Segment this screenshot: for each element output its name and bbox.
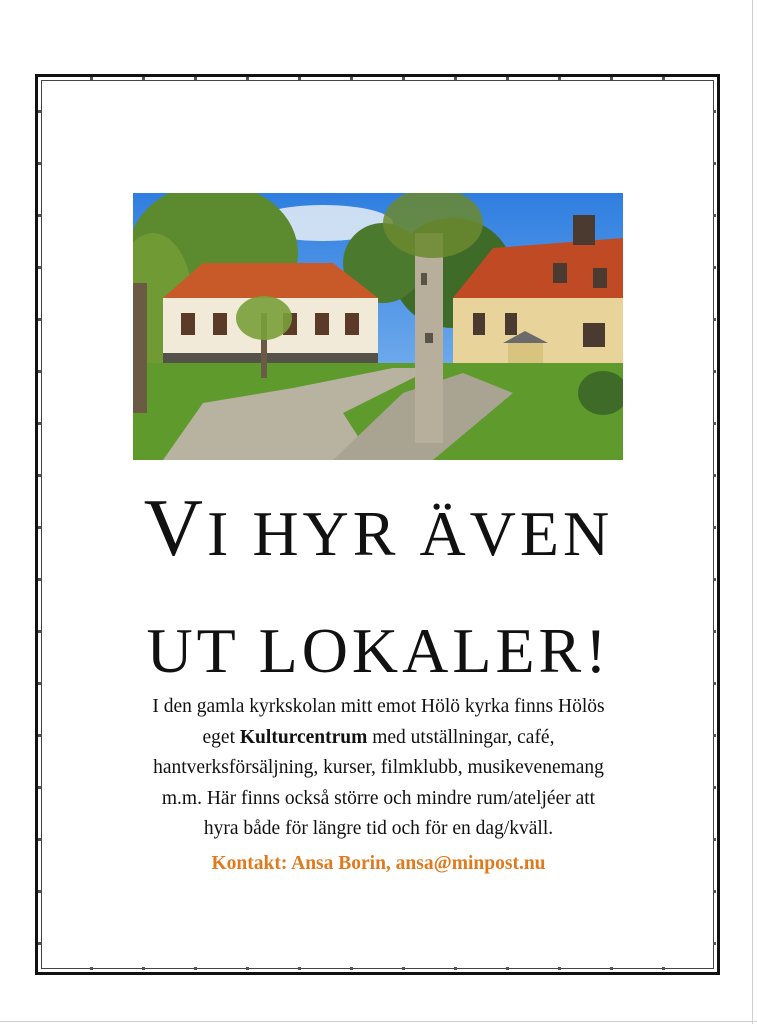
frame-tick: [194, 77, 197, 80]
frame-tick: [713, 214, 716, 217]
description-line: m.m. Här finns också större och mindre rum/ateljéer att: [161, 787, 596, 809]
description-line: hantverksförsäljning, kurser, filmklubb, musikevenemang: [153, 757, 604, 778]
frame-tick: [402, 967, 405, 970]
description: [95, 692, 662, 845]
frame-tick: [713, 162, 716, 165]
frame-tick: [402, 77, 405, 80]
frame-tick: [38, 318, 41, 321]
contact-info: Kontakt: Ansa Borin, ansa@minpost.nu: [211, 853, 546, 874]
frame-tick: [38, 162, 41, 165]
frame-tick: [713, 370, 716, 373]
description-line: med utställningar, café,: [367, 726, 555, 748]
frame-tick: [38, 890, 41, 893]
frame-tick: [38, 630, 41, 633]
frame-tick: [713, 630, 716, 633]
frame-tick: [713, 890, 716, 893]
frame-tick: [38, 838, 41, 841]
frame-tick: [454, 77, 457, 80]
frame-tick: [142, 967, 145, 970]
frame-tick: [713, 422, 716, 425]
frame-tick: [506, 77, 509, 80]
description-line: eget: [202, 726, 240, 748]
frame-tick: [350, 77, 353, 80]
frame-tick: [246, 967, 249, 970]
frame-tick: [350, 967, 353, 970]
frame-tick: [454, 967, 457, 970]
frame-tick: [558, 77, 561, 80]
frame-tick: [90, 77, 93, 80]
frame-tick: [38, 526, 41, 529]
page-edge: [0, 1021, 757, 1022]
frame-tick: [194, 967, 197, 970]
frame-tick: [713, 578, 716, 581]
frame-tick: [298, 967, 301, 970]
frame-tick: [38, 110, 41, 113]
kulturcentrum-bold: Kulturcentrum: [239, 726, 368, 748]
frame-tick: [142, 77, 145, 80]
frame-tick: [558, 967, 561, 970]
headline-line-2: UT LOKALER!: [146, 615, 611, 686]
frame-tick: [713, 838, 716, 841]
frame-tick: [38, 682, 41, 685]
frame-tick: [713, 474, 716, 477]
frame-tick: [662, 77, 665, 80]
frame-tick: [38, 370, 41, 373]
headline-line-1-text: I HYR ÄVEN: [207, 498, 614, 569]
frame-tick: [713, 786, 716, 789]
frame-tick: [38, 578, 41, 581]
frame-tick: [713, 682, 716, 685]
frame-tick: [38, 266, 41, 269]
frame-tick: [610, 967, 613, 970]
frame-tick: [38, 474, 41, 477]
frame-tick: [662, 967, 665, 970]
frame-tick: [90, 967, 93, 970]
frame-tick: [713, 734, 716, 737]
frame-tick: [298, 77, 301, 80]
frame-tick: [713, 942, 716, 945]
frame-tick: [38, 734, 41, 737]
frame-tick: [246, 77, 249, 80]
frame-tick: [713, 110, 716, 113]
frame-tick: [38, 214, 41, 217]
frame-tick: [713, 318, 716, 321]
frame-tick: [713, 526, 716, 529]
school-building-photo: [133, 193, 623, 460]
headline-initial: V: [143, 482, 208, 573]
frame-tick: [610, 77, 613, 80]
description-line: hyra både för längre tid och för en dag/kväll.: [203, 818, 554, 839]
headline-line-1: [60, 478, 697, 601]
frame-tick: [38, 422, 41, 425]
frame-tick: [38, 786, 41, 789]
page-edge: [752, 0, 753, 1024]
frame-tick: [713, 266, 716, 269]
frame-tick: [506, 967, 509, 970]
description-line: I den gamla kyrkskolan mitt emot Hölö kyrka finns Hölös: [152, 696, 605, 717]
frame-tick: [38, 942, 41, 945]
headline: [60, 478, 697, 701]
